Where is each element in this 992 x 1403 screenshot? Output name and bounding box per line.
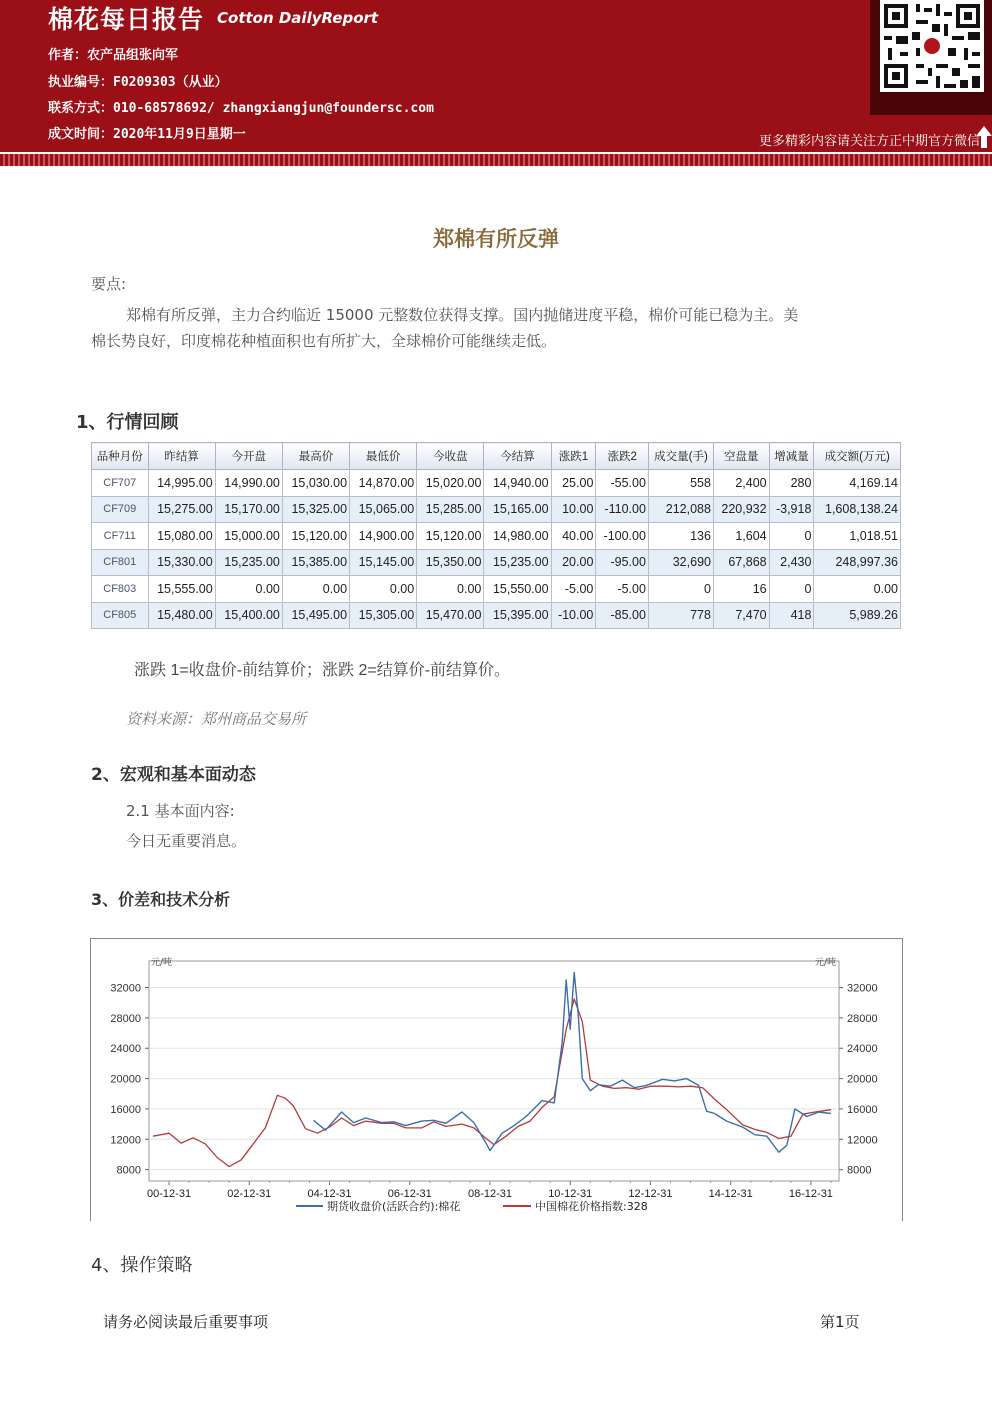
table-cell: 220,932 — [713, 496, 769, 523]
y-tick-label-left: 12000 — [110, 1134, 141, 1147]
section-heading-technical: 3、价差和技术分析 — [91, 890, 231, 909]
quote-table — [91, 442, 901, 629]
x-tick-label: 14-12-31 — [708, 1188, 753, 1200]
table-cell: 67,868 — [713, 549, 769, 576]
section-heading-market-review: 1、行情回顾 — [76, 412, 179, 433]
y-tick-label-right: 32000 — [847, 982, 878, 995]
report-header-banner — [0, 0, 992, 152]
table-cell: 418 — [769, 602, 814, 629]
table-cell: 15,235.00 — [215, 549, 282, 576]
contact-line: 联系方式：010-68578692/ zhangxiangjun@foundersc.com — [48, 101, 434, 116]
report-title-en: Cotton DailyReport — [217, 9, 379, 27]
summary-line-2: 棉长势良好，印度棉花种植面积也有所扩大，全球棉价可能继续走低。 — [91, 332, 557, 350]
table-cell: 15,385.00 — [282, 549, 349, 576]
qr-code-icon — [880, 0, 984, 92]
table-cell: 15,325.00 — [282, 496, 349, 523]
table-row — [92, 523, 901, 550]
table-cell: 0.00 — [215, 576, 282, 603]
table-header-row — [92, 443, 901, 470]
y-tick-label-right: 8000 — [847, 1164, 872, 1177]
table-cell: 15,080.00 — [148, 523, 215, 550]
qr-code-panel — [870, 0, 992, 115]
contract-code-cell: CF709 — [92, 496, 149, 523]
table-cell: 15,285.00 — [417, 496, 484, 523]
table-source: 资料来源：郑州商品交易所 — [126, 710, 307, 728]
table-header-cell: 品种月份 — [92, 443, 149, 470]
table-cell: 1,608,138.24 — [814, 496, 901, 523]
table-cell: -110.00 — [596, 496, 649, 523]
table-row — [92, 602, 901, 629]
contract-code-cell: CF803 — [92, 576, 149, 603]
key-points-label: 要点: — [91, 275, 127, 293]
table-header-cell: 增减量 — [769, 443, 814, 470]
table-row — [92, 496, 901, 523]
section-heading-strategy: 4、操作策略 — [91, 1255, 193, 1276]
y-tick-label-left: 28000 — [110, 1012, 141, 1025]
table-cell: 15,235.00 — [484, 549, 551, 576]
table-cell: 40.00 — [551, 523, 596, 550]
x-tick-label: 16-12-31 — [788, 1188, 833, 1200]
table-cell: 15,395.00 — [484, 602, 551, 629]
table-cell: -5.00 — [551, 576, 596, 603]
table-note: 涨跌 1=收盘价-前结算价；涨跌 2=结算价-前结算价。 — [134, 662, 511, 679]
table-cell: 136 — [648, 523, 713, 550]
report-title-cn: 棉花每日报告 — [48, 5, 205, 34]
author-line: 作者：农产品组张向军 — [48, 48, 179, 63]
table-cell: 10.00 — [551, 496, 596, 523]
table-cell: 15,170.00 — [215, 496, 282, 523]
table-cell: 15,120.00 — [417, 523, 484, 550]
summary-line-1: 郑棉有所反弹，主力合约临近 15000 元整数位获得支撑。国内抛储进度平稳，棉价可能已稳为主。美 — [126, 306, 799, 324]
cotton-price-chart — [90, 938, 903, 1221]
table-cell: 0 — [769, 523, 814, 550]
table-cell: -85.00 — [596, 602, 649, 629]
y-tick-label-left: 32000 — [110, 982, 141, 995]
table-cell: -100.00 — [596, 523, 649, 550]
y-tick-label-left: 16000 — [110, 1103, 141, 1116]
x-tick-label: 12-12-31 — [628, 1188, 673, 1200]
table-header-cell: 成交量(手) — [648, 443, 713, 470]
table-cell: -5.00 — [596, 576, 649, 603]
table-cell: -55.00 — [596, 470, 649, 497]
x-tick-label: 00-12-31 — [147, 1188, 192, 1200]
table-row — [92, 470, 901, 497]
x-tick-label: 06-12-31 — [387, 1188, 432, 1200]
table-cell: 15,350.00 — [417, 549, 484, 576]
table-cell: 0.00 — [814, 576, 901, 603]
table-cell: 14,940.00 — [484, 470, 551, 497]
table-header-cell: 最低价 — [350, 443, 417, 470]
table-header-cell: 涨跌2 — [596, 443, 649, 470]
table-header-cell: 今开盘 — [215, 443, 282, 470]
table-header-cell: 涨跌1 — [551, 443, 596, 470]
table-header-cell: 今结算 — [484, 443, 551, 470]
series-line-futures — [314, 972, 832, 1152]
section-heading-macro: 2、宏观和基本面动态 — [91, 765, 256, 785]
table-cell: 248,997.36 — [814, 549, 901, 576]
table-cell: 558 — [648, 470, 713, 497]
table-cell: 14,995.00 — [148, 470, 215, 497]
x-tick-label: 02-12-31 — [227, 1188, 272, 1200]
table-cell: 14,990.00 — [215, 470, 282, 497]
table-cell: 15,030.00 — [282, 470, 349, 497]
table-cell: 15,480.00 — [148, 602, 215, 629]
table-cell: 2,430 — [769, 549, 814, 576]
table-cell: 0.00 — [282, 576, 349, 603]
date-line: 成文时间：2020年11月9日星期一 — [48, 127, 246, 142]
table-cell: 14,980.00 — [484, 523, 551, 550]
table-cell: 15,000.00 — [215, 523, 282, 550]
fundamental-subheading: 2.1 基本面内容: — [126, 802, 235, 820]
table-cell: 778 — [648, 602, 713, 629]
table-cell: -95.00 — [596, 549, 649, 576]
table-cell: 0.00 — [417, 576, 484, 603]
table-header-cell: 最高价 — [282, 443, 349, 470]
table-cell: 4,169.14 — [814, 470, 901, 497]
table-cell: 15,165.00 — [484, 496, 551, 523]
header-stripe — [0, 154, 992, 166]
table-cell: 14,870.00 — [350, 470, 417, 497]
table-cell: 15,305.00 — [350, 602, 417, 629]
legend-label-futures: 期货收盘价(活跃合约):棉花 — [327, 1200, 461, 1213]
table-cell: 15,470.00 — [417, 602, 484, 629]
table-row — [92, 576, 901, 603]
y-tick-label-right: 16000 — [847, 1103, 878, 1116]
y-axis-unit-left: 元/吨 — [151, 958, 173, 968]
contract-code-cell: CF707 — [92, 470, 149, 497]
y-tick-label-left: 20000 — [110, 1073, 141, 1086]
table-cell: 15,275.00 — [148, 496, 215, 523]
table-cell: 15,555.00 — [148, 576, 215, 603]
table-cell: 14,900.00 — [350, 523, 417, 550]
table-cell: 15,495.00 — [282, 602, 349, 629]
table-cell: 20.00 — [551, 549, 596, 576]
table-cell: 0 — [648, 576, 713, 603]
y-tick-label-right: 20000 — [847, 1073, 878, 1086]
price-line-chart-svg — [91, 939, 902, 1221]
table-body — [92, 470, 901, 629]
x-tick-label: 10-12-31 — [548, 1188, 593, 1200]
table-cell: 32,690 — [648, 549, 713, 576]
table-cell: 25.00 — [551, 470, 596, 497]
table-cell: 1,604 — [713, 523, 769, 550]
table-cell: 15,330.00 — [148, 549, 215, 576]
table-cell: 7,470 — [713, 602, 769, 629]
fundamental-text: 今日无重要消息。 — [126, 832, 247, 850]
y-tick-label-left: 8000 — [116, 1164, 141, 1177]
table-header-cell: 空盘量 — [713, 443, 769, 470]
table-header-cell: 昨结算 — [148, 443, 215, 470]
table-header-cell: 成交额(万元) — [814, 443, 901, 470]
y-tick-label-right: 24000 — [847, 1043, 878, 1056]
y-tick-label-right: 12000 — [847, 1134, 878, 1147]
x-tick-label: 08-12-31 — [467, 1188, 513, 1200]
y-tick-label-right: 28000 — [847, 1012, 878, 1025]
table-cell: 0.00 — [350, 576, 417, 603]
document-title: 郑棉有所反弹 — [433, 227, 559, 251]
contract-code-cell: CF801 — [92, 549, 149, 576]
table-cell: 0 — [769, 576, 814, 603]
series-line-index — [153, 999, 831, 1167]
table-cell: 212,088 — [648, 496, 713, 523]
table-cell: 280 — [769, 470, 814, 497]
arrow-up-icon-stem — [981, 136, 987, 148]
table-cell: 16 — [713, 576, 769, 603]
y-tick-label-left: 24000 — [110, 1043, 141, 1056]
table-cell: 15,020.00 — [417, 470, 484, 497]
plot-frame — [149, 961, 839, 1181]
table-cell: 2,400 — [713, 470, 769, 497]
table-header-cell: 今收盘 — [417, 443, 484, 470]
arrow-up-icon — [976, 126, 992, 136]
table-cell: 15,400.00 — [215, 602, 282, 629]
license-line: 执业编号：F0209303（从业） — [48, 75, 228, 90]
table-cell: -10.00 — [551, 602, 596, 629]
table-cell: 5,989.26 — [814, 602, 901, 629]
table-row — [92, 549, 901, 576]
contract-code-cell: CF711 — [92, 523, 149, 550]
x-tick-label: 04-12-31 — [307, 1188, 352, 1200]
follow-wechat-text: 更多精彩内容请关注方正中期官方微信 — [758, 134, 980, 149]
footer-page-number: 第1页 — [820, 1313, 860, 1331]
table-cell: -3,918 — [769, 496, 814, 523]
table-cell: 15,145.00 — [350, 549, 417, 576]
table-cell: 15,065.00 — [350, 496, 417, 523]
footer-notice: 请务必阅读最后重要事项 — [103, 1313, 269, 1331]
contract-code-cell: CF805 — [92, 602, 149, 629]
table-cell: 1,018.51 — [814, 523, 901, 550]
legend-label-index: 中国棉花价格指数:328 — [535, 1200, 648, 1213]
table-cell: 15,550.00 — [484, 576, 551, 603]
y-axis-unit-right: 元/吨 — [815, 958, 837, 968]
table-cell: 15,120.00 — [282, 523, 349, 550]
